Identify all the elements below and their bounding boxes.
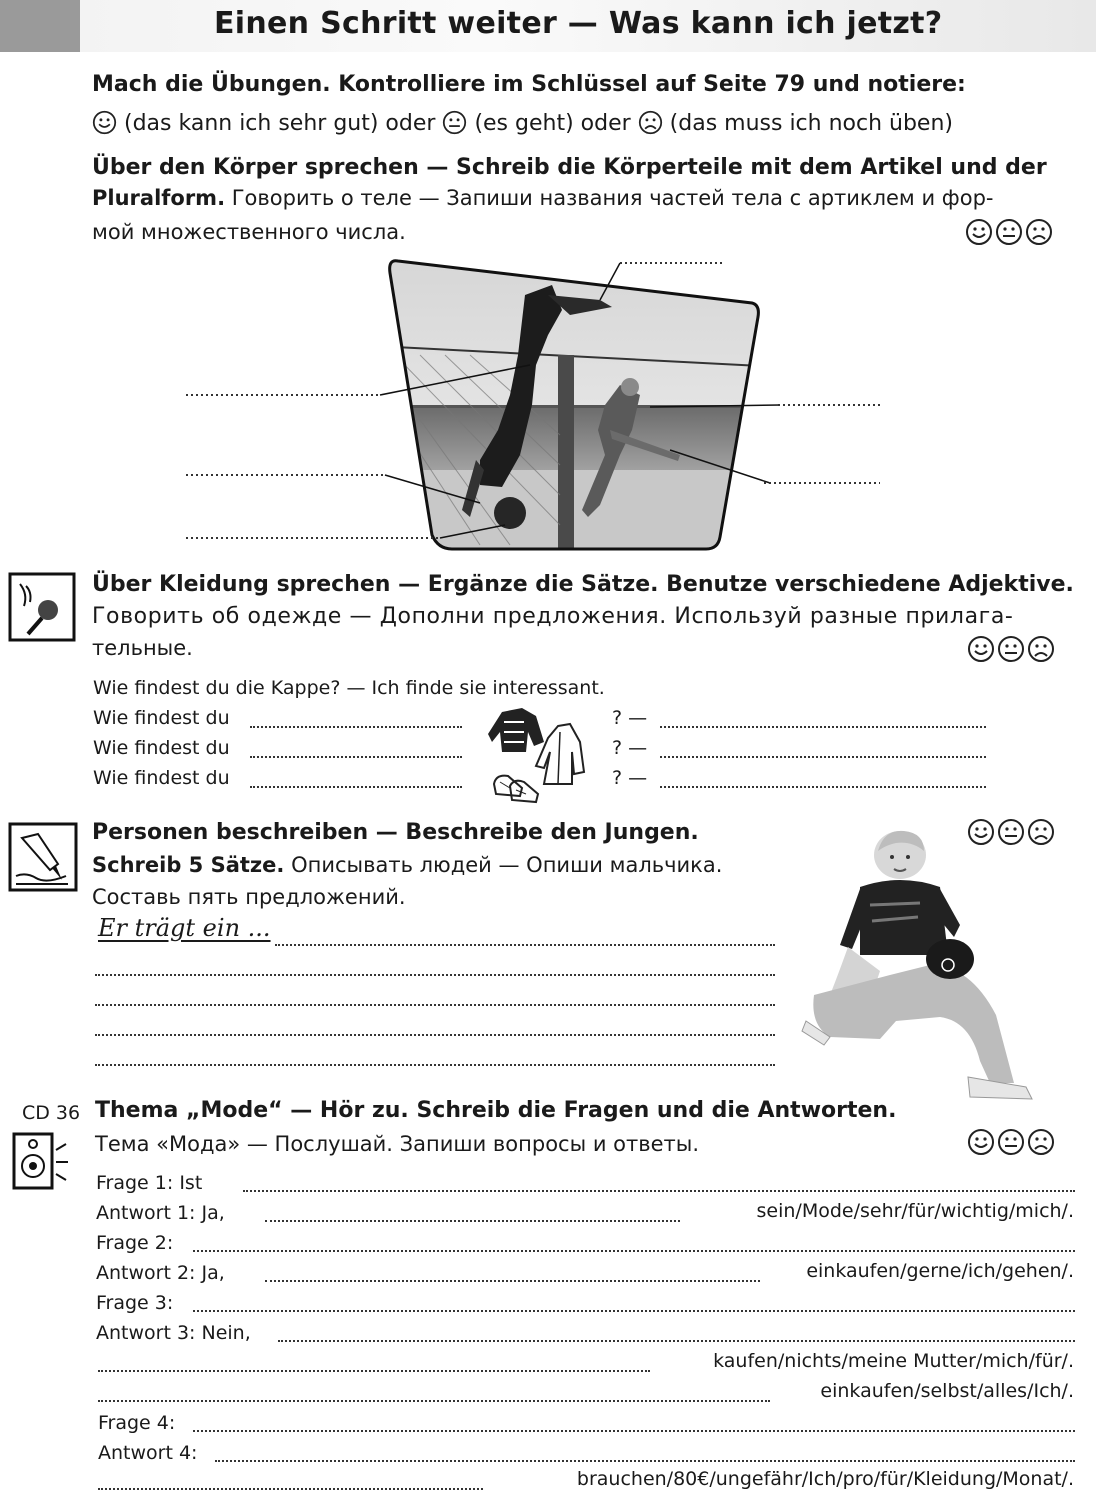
section3-bold: Schreib 5 Sätze. bbox=[92, 853, 285, 877]
clothing-question-2: Wie findest du bbox=[93, 737, 230, 759]
qa-hint-8: einkaufen/selbst/alles/Ich/. bbox=[820, 1380, 1074, 1402]
section4-heading: Thema „Mode“ — Hör zu. Schreib die Fragen und die Antworten. bbox=[95, 1098, 897, 1123]
speaking-icon bbox=[8, 572, 76, 642]
qa-blank-7[interactable] bbox=[98, 1370, 650, 1372]
cd-track: CD 36 bbox=[22, 1102, 81, 1124]
qa-label-1: Frage 1: Ist bbox=[96, 1172, 203, 1194]
sneakers-icon bbox=[494, 776, 538, 802]
self-rating-2[interactable] bbox=[967, 635, 1055, 663]
describe-line-3[interactable] bbox=[95, 1004, 775, 1006]
smiley-good-icon[interactable] bbox=[967, 635, 995, 663]
section1-ru-2: мой множественного числа. bbox=[92, 220, 406, 244]
intro-instruction: Mach die Übungen. Kontrolliere im Schlüssel auf Seite 79 und notiere: bbox=[92, 72, 966, 97]
page-corner-tab bbox=[0, 0, 80, 52]
clothing-mark-3: ? — bbox=[612, 767, 648, 789]
clothing-question-1: Wie findest du bbox=[93, 707, 230, 729]
clothing-answer-blank-2[interactable] bbox=[660, 756, 986, 758]
section3-heading: Personen beschreiben — Beschreibe den Jungen. bbox=[92, 820, 699, 845]
smiley-sad-icon[interactable] bbox=[1027, 1128, 1055, 1156]
body-parts-photo bbox=[180, 255, 900, 555]
smiley-neutral-icon bbox=[442, 110, 467, 135]
clothing-answer-blank-1[interactable] bbox=[660, 726, 986, 728]
qa-blank-1[interactable] bbox=[243, 1190, 1075, 1192]
section1-pluralform: Pluralform. bbox=[92, 186, 226, 210]
legend-ok-text: (es geht) oder bbox=[474, 111, 631, 136]
clothing-mark-2: ? — bbox=[612, 737, 648, 759]
qa-hint-2: sein/Mode/sehr/für/wichtig/mich/. bbox=[756, 1200, 1074, 1222]
intro-legend bbox=[92, 110, 953, 136]
section2-example: Wie findest du die Kappe? — Ich finde sie interessant. bbox=[93, 677, 605, 699]
clothing-item-blank-1[interactable] bbox=[250, 726, 462, 728]
smiley-neutral-icon[interactable] bbox=[997, 1128, 1025, 1156]
qa-blank-2[interactable] bbox=[265, 1220, 680, 1222]
qa-hint-4: einkaufen/gerne/ich/gehen/. bbox=[806, 1260, 1074, 1282]
section3-ru-1: Описывать людей — Опиши мальчика. bbox=[291, 853, 723, 877]
page-title: Einen Schritt weiter — Was kann ich jetzt? bbox=[214, 6, 943, 41]
qa-label-5: Frage 3: bbox=[96, 1292, 174, 1314]
smiley-sad-icon[interactable] bbox=[1025, 218, 1053, 246]
section1-ru-1: Говорить о теле — Запиши названия частей тела с артиклем и фор- bbox=[231, 186, 994, 210]
qa-label-6: Antwort 3: Nein, bbox=[96, 1322, 251, 1344]
section3-heading-line2 bbox=[92, 853, 722, 877]
sweater-icon bbox=[488, 708, 544, 752]
qa-blank-3[interactable] bbox=[193, 1250, 1075, 1252]
smiley-neutral-icon[interactable] bbox=[997, 635, 1025, 663]
boy-photo bbox=[800, 825, 1035, 1114]
listening-icon bbox=[12, 1132, 68, 1192]
qa-blank-5[interactable] bbox=[193, 1310, 1075, 1312]
qa-label-4: Antwort 2: Ja, bbox=[96, 1262, 225, 1284]
coat-icon bbox=[536, 724, 584, 784]
writing-icon bbox=[8, 822, 78, 892]
clothing-item-blank-3[interactable] bbox=[250, 786, 462, 788]
legend-bad-text: (das muss ich noch üben) bbox=[669, 111, 953, 136]
self-rating-1[interactable] bbox=[965, 218, 1053, 246]
qa-label-9: Frage 4: bbox=[98, 1412, 176, 1434]
section1-heading-line2 bbox=[92, 186, 994, 210]
qa-blank-6[interactable] bbox=[278, 1340, 1075, 1342]
qa-blank-4[interactable] bbox=[265, 1280, 760, 1282]
section2-ru-2: тельные. bbox=[92, 636, 193, 660]
section3-ru-2: Составь пять предложений. bbox=[92, 885, 406, 909]
qa-blank-10[interactable] bbox=[215, 1460, 1075, 1462]
describe-line-1[interactable] bbox=[275, 944, 775, 946]
qa-blank-11[interactable] bbox=[98, 1488, 483, 1490]
legend-good-text: (das kann ich sehr gut) oder bbox=[124, 111, 436, 136]
clothing-item-blank-2[interactable] bbox=[250, 756, 462, 758]
qa-label-2: Antwort 1: Ja, bbox=[96, 1202, 225, 1224]
smiley-neutral-icon[interactable] bbox=[995, 218, 1023, 246]
describe-line-2[interactable] bbox=[95, 974, 775, 976]
section2-ru-1: Говорить об одежде — Дополни предложения. Используй разные прилага- bbox=[92, 604, 1014, 629]
smiley-good-icon bbox=[92, 110, 117, 135]
qa-label-3: Frage 2: bbox=[96, 1232, 174, 1254]
smiley-good-icon[interactable] bbox=[967, 1128, 995, 1156]
qa-blank-9[interactable] bbox=[193, 1430, 1075, 1432]
self-rating-4[interactable] bbox=[967, 1128, 1055, 1156]
qa-hint-11: brauchen/80€/ungefähr/Ich/pro/für/Kleidung/Monat/. bbox=[576, 1468, 1074, 1490]
section1-heading: Über den Körper sprechen — Schreib die Körperteile mit dem Artikel und der bbox=[92, 155, 1047, 180]
smiley-sad-icon[interactable] bbox=[1027, 635, 1055, 663]
section2-heading: Über Kleidung sprechen — Ergänze die Sätze. Benutze verschiedene Adjektive. bbox=[92, 572, 1074, 597]
clothing-answer-blank-3[interactable] bbox=[660, 786, 986, 788]
clothing-illustration bbox=[488, 702, 588, 812]
clothing-question-3: Wie findest du bbox=[93, 767, 230, 789]
qa-blank-8[interactable] bbox=[98, 1400, 770, 1402]
handwritten-start: Er trägt ein ... bbox=[98, 914, 271, 942]
describe-line-4[interactable] bbox=[95, 1034, 775, 1036]
clothing-mark-1: ? — bbox=[612, 707, 648, 729]
smiley-sad-icon bbox=[638, 110, 663, 135]
describe-line-5[interactable] bbox=[95, 1064, 775, 1066]
qa-label-10: Antwort 4: bbox=[98, 1442, 198, 1464]
qa-hint-7: kaufen/nichts/meine Mutter/mich/für/. bbox=[713, 1350, 1074, 1372]
smiley-good-icon[interactable] bbox=[965, 218, 993, 246]
section4-ru: Тема «Мода» — Послушай. Запиши вопросы и ответы. bbox=[95, 1132, 700, 1156]
